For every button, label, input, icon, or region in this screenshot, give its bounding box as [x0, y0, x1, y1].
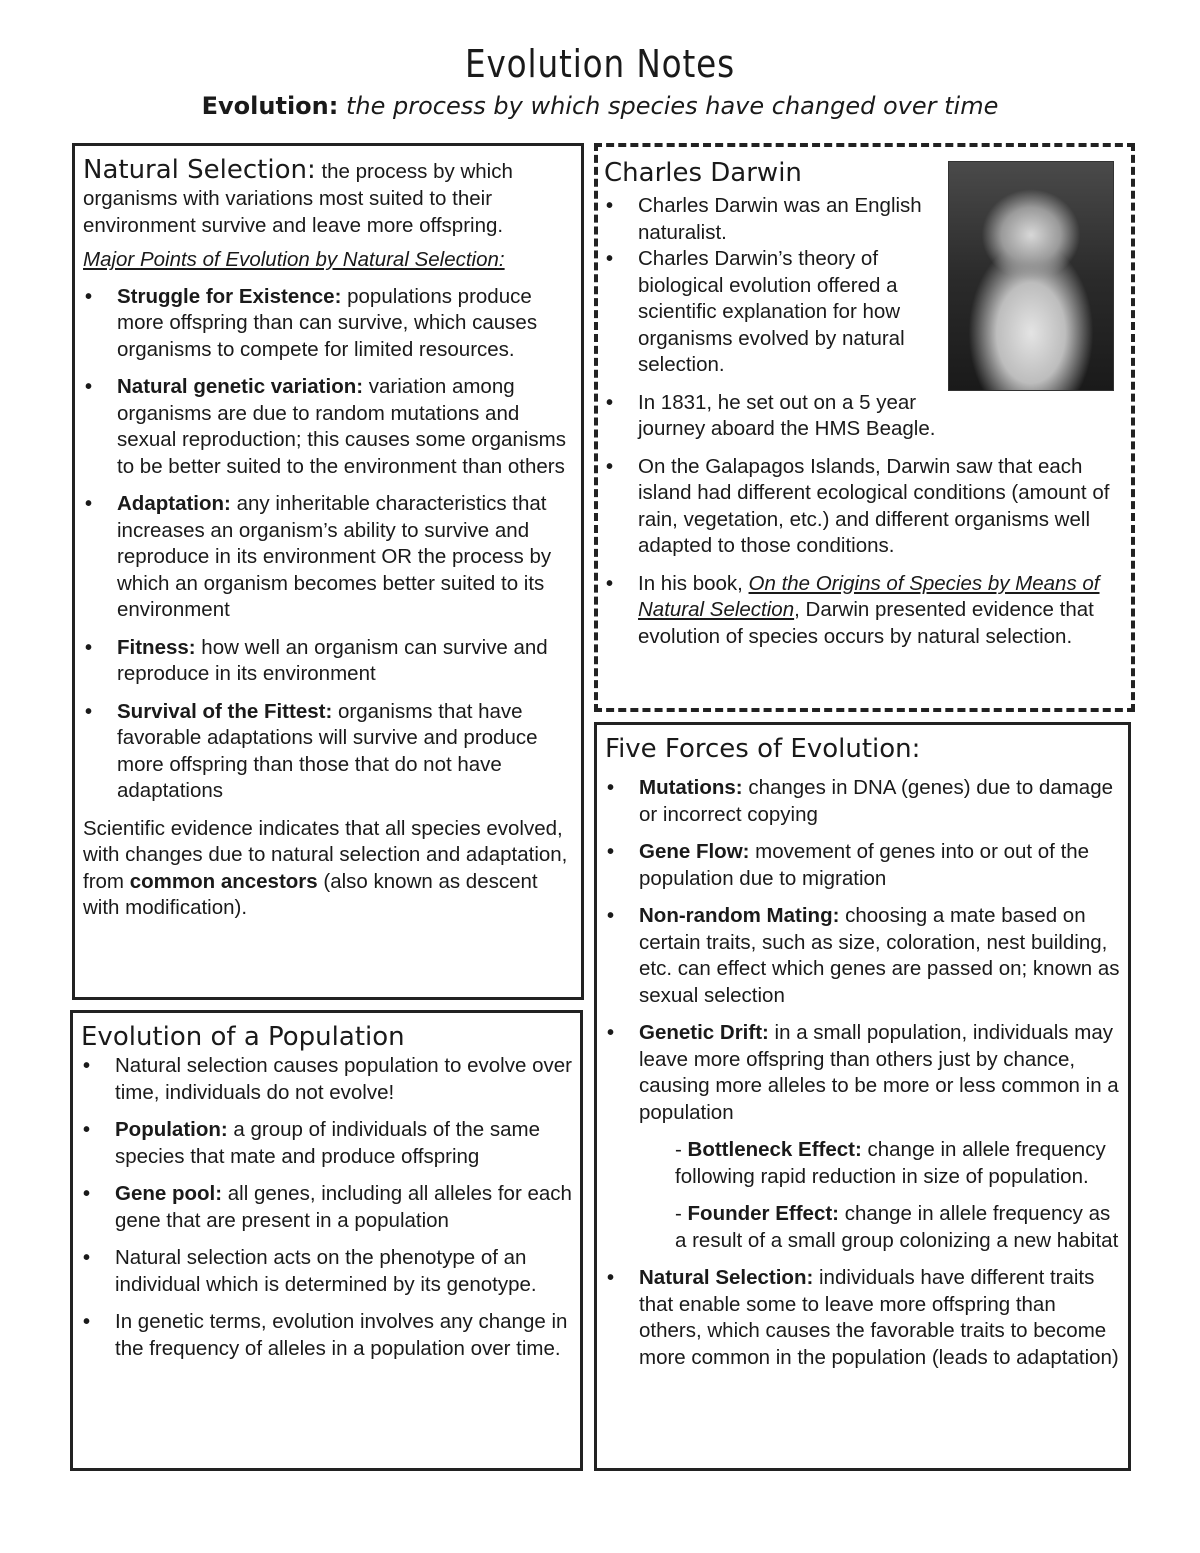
- darwin-box: [594, 143, 1135, 712]
- item-text: a group of individuals of the same species that mate and produce offspring: [115, 1118, 540, 1168]
- closing-term: common ancestors: [129, 869, 318, 893]
- book-title: On the Origins of Species by Means of Natural Selection: [638, 571, 1100, 621]
- closing-text: Scientific evidence indicates that all species evolved, with changes due to natural selection and adaptation, from: [83, 816, 568, 893]
- force-term: Gene Flow:: [639, 840, 750, 863]
- list-item: [81, 1245, 572, 1298]
- list-item: [81, 1053, 572, 1106]
- list-item: [605, 903, 1120, 1009]
- point-text: how well an organism can survive and reproduce in its environment: [117, 635, 548, 685]
- force-term: Mutations:: [639, 776, 743, 799]
- item-term: Population:: [115, 1118, 228, 1141]
- force-text: choosing a mate based on certain traits, such as size, coloration, nest building, etc. can effect which genes are passed on; known as sexual selection: [639, 904, 1120, 1007]
- item-text: Natural selection causes population to evolve over time, individuals do not evolve!: [115, 1054, 572, 1104]
- list-item: [605, 1265, 1120, 1371]
- sub-term: Bottleneck Effect:: [687, 1138, 862, 1161]
- natural-selection-closing: [83, 816, 573, 922]
- list-item: • Charles Darwin’s theory of biological evolution offered a scientific explanation for how organisms evolved by natural selection.: [604, 246, 948, 379]
- point-text: any inheritable characteristics that increases an organism’s ability to survive and reproduce in its environment OR the process by which an organism becomes better suited to its environment: [117, 492, 552, 621]
- forces-box: [594, 722, 1131, 1471]
- forces-list-last: [605, 1265, 1120, 1371]
- major-points-heading: Major Points of Evolution by Natural Selection:: [83, 248, 505, 271]
- forces-title: Five Forces of Evolution:: [605, 734, 921, 764]
- sub-text: change in allele frequency as a result of a small group colonizing a new habitat: [675, 1202, 1119, 1252]
- point-term: Fitness:: [117, 635, 196, 659]
- point-term: Struggle for Existence:: [117, 284, 342, 308]
- list-item: • In 1831, he set out on a 5 year journey aboard the HMS Beagle.: [604, 390, 948, 443]
- book-intro: In his book,: [638, 571, 749, 595]
- item-text: all genes, including all alleles for each gene that are present in a population: [115, 1182, 572, 1232]
- item-text: In genetic terms, evolution involves any change in the frequency of alleles in a population over time.: [115, 1310, 568, 1360]
- darwin-portrait-photo: [948, 161, 1114, 391]
- point-text: organisms that have favorable adaptations will survive and produce more offspring than those that do not have adaptations: [117, 699, 538, 802]
- point-text: variation among organisms are due to random mutations and sexual reproduction; this causes some organisms to be better suited to the environment than others: [117, 375, 566, 478]
- list-item: [81, 1181, 572, 1234]
- point-term: Natural genetic variation:: [117, 375, 364, 398]
- list-item: [605, 775, 1120, 828]
- force-term: Non-random Mating:: [639, 904, 840, 927]
- point-text: populations produce more offspring than can survive, which causes organisms to compete for limited resources.: [117, 284, 538, 361]
- list-item: [83, 635, 573, 688]
- population-box: [70, 1010, 583, 1471]
- natural-selection-intro: [83, 154, 573, 239]
- list-item: [605, 1020, 1120, 1126]
- point-term: Survival of the Fittest:: [117, 699, 333, 723]
- major-points-list: [83, 284, 573, 805]
- force-term: Genetic Drift:: [639, 1021, 769, 1044]
- force-text: changes in DNA (genes) due to damage or incorrect copying: [639, 776, 1113, 826]
- force-text: individuals have different traits that enable some to leave more offspring than others, which causes the favorable traits to become more common in the population (leads to adaptation): [639, 1266, 1119, 1369]
- item-text: Natural selection acts on the phenotype of an individual which is determined by its genotype.: [115, 1246, 537, 1296]
- natural-selection-title: Natural Selection:: [83, 155, 316, 185]
- closing-text-end: (also known as descent with modification).: [83, 869, 538, 919]
- list-item: [81, 1117, 572, 1170]
- darwin-title: Charles Darwin: [604, 158, 802, 188]
- subtitle-term: Evolution:: [201, 92, 339, 120]
- page-subtitle: [0, 92, 1200, 120]
- force-text: in a small population, individuals may leave more offspring than others just by chance, causing more alleles to be more or less common in a population: [639, 1021, 1119, 1124]
- list-item: [83, 284, 573, 364]
- sub-text: change in allele frequency following rapid reduction in size of population.: [675, 1138, 1106, 1188]
- forces-list: [605, 775, 1120, 1126]
- natural-selection-definition: the process by which organisms with variations most suited to their environment survive and leave more offspring.: [83, 160, 513, 237]
- list-item: [83, 699, 573, 805]
- item-term: Gene pool:: [115, 1182, 223, 1205]
- force-text: movement of genes into or out of the population due to migration: [639, 840, 1090, 890]
- list-item: [605, 839, 1120, 892]
- sub-item: - Founder Effect: change in allele frequency as a result of a small group colonizing a new habitat: [675, 1202, 1119, 1252]
- list-item: [81, 1309, 572, 1362]
- list-item: [83, 491, 573, 624]
- list-item: [83, 374, 573, 480]
- sub-term: Founder Effect:: [687, 1202, 839, 1225]
- sub-item: - Bottleneck Effect: change in allele frequency following rapid reduction in size of population.: [675, 1138, 1106, 1188]
- population-list: [81, 1053, 572, 1362]
- natural-selection-box: [72, 143, 584, 1000]
- list-item: • Charles Darwin was an English naturalist.: [604, 193, 948, 246]
- book-text: , Darwin presented evidence that evolution of species occurs by natural selection.: [638, 598, 1094, 648]
- list-item: • On the Galapagos Islands, Darwin saw that each island had different ecological conditions (amount of rain, vegetation, etc.) and different organisms well adapted to those conditions.: [604, 454, 1125, 560]
- population-title: Evolution of a Population: [81, 1022, 405, 1052]
- point-term: Adaptation:: [117, 492, 231, 515]
- subtitle-definition: the process by which species have changed over time: [338, 92, 999, 120]
- list-item: [604, 571, 1125, 651]
- page-title: Evolution Notes: [464, 42, 736, 86]
- force-term: Natural Selection:: [639, 1266, 814, 1289]
